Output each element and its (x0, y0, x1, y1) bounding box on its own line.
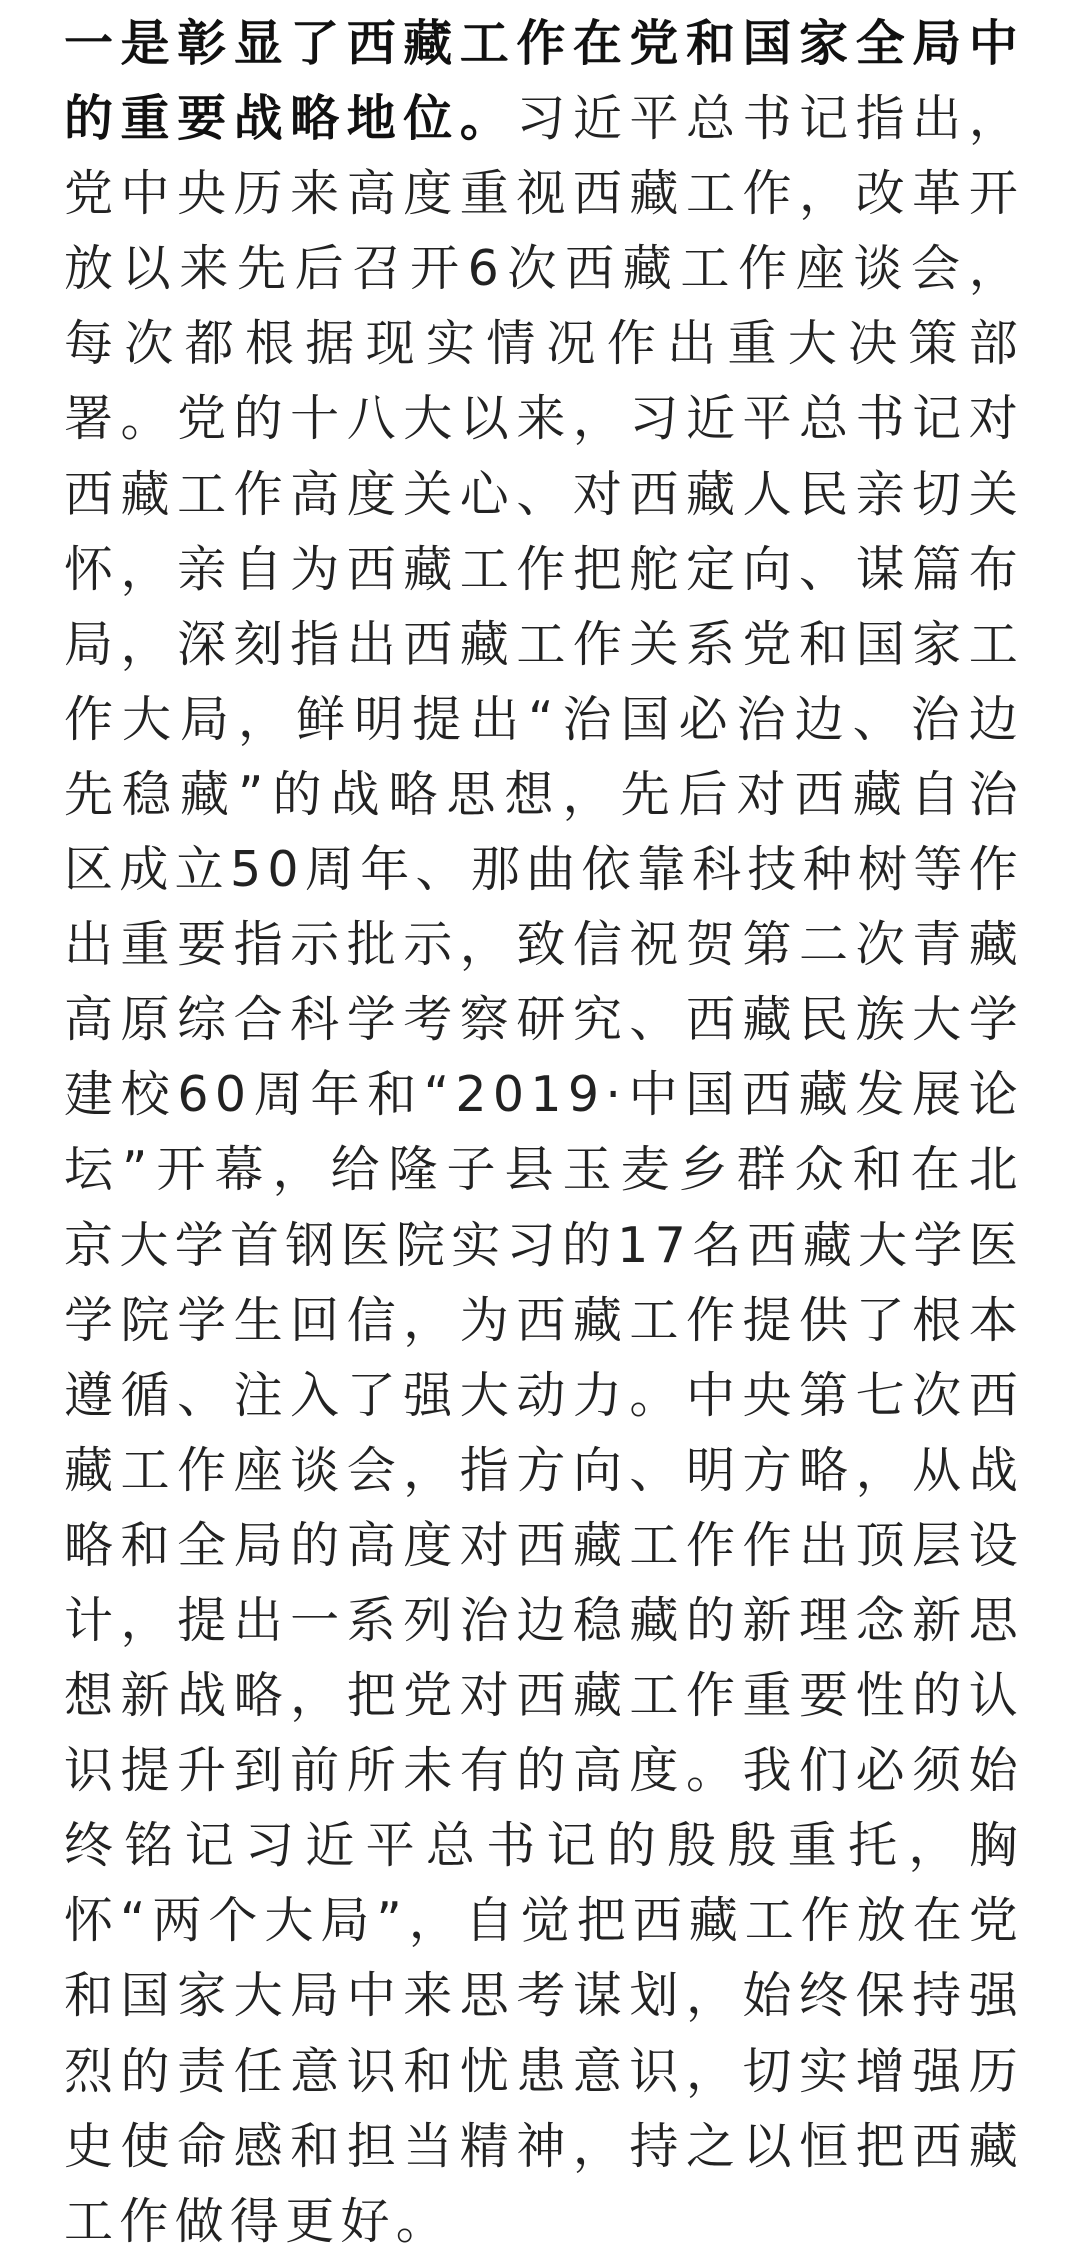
paragraph-body: 习近平总书记指出，党中央历来高度重视西藏工作，改革开放以来先后召开6次西藏工作座谈会，每次都根据现实情况作出重大决策部署。党的十八大以来，习近平总书记对西藏工作高度关心、对西藏人民亲切关怀，亲自为西藏工作把舵定向、谋篇布局，深刻指出西藏工作关系党和国家工作大局，鲜明提出“治国必治边、治边先稳藏”的战略思想，先后对西藏自治区成立50周年、那曲依靠科技种树等作出重要指示批示，致信祝贺第二次青藏高原综合科学考察研究、西藏民族大学建校60周年和“2019·中国西藏发展论坛”开幕，给隆子县玉麦乡群众和在北京大学首钢医院实习的17名西藏大学医学院学生回信，为西藏工作提供了根本遵循、注入了强大动力。中央第七次西藏工作座谈会，指方向、明方略，从战略和全局的高度对西藏工作作出顶层设计，提出一系列治边稳藏的新理念新思想新战略，把党对西藏工作重要性的认识提升到前所未有的高度。我们必须始终铭记习近平总书记的殷殷重托，胸怀“两个大局”，自觉把西藏工作放在党和国家大局中来思考谋划，始终保持强烈的责任意识和忧患意识，切实增强历史使命感和担当精神，持之以恒把西藏工作做得更好。 (64, 90, 1025, 2250)
lead-sentence: 一是彰显了西藏工作在党和国家全局中的重要战略地位。 (64, 15, 1024, 148)
article-paragraph (64, 6, 1024, 2259)
